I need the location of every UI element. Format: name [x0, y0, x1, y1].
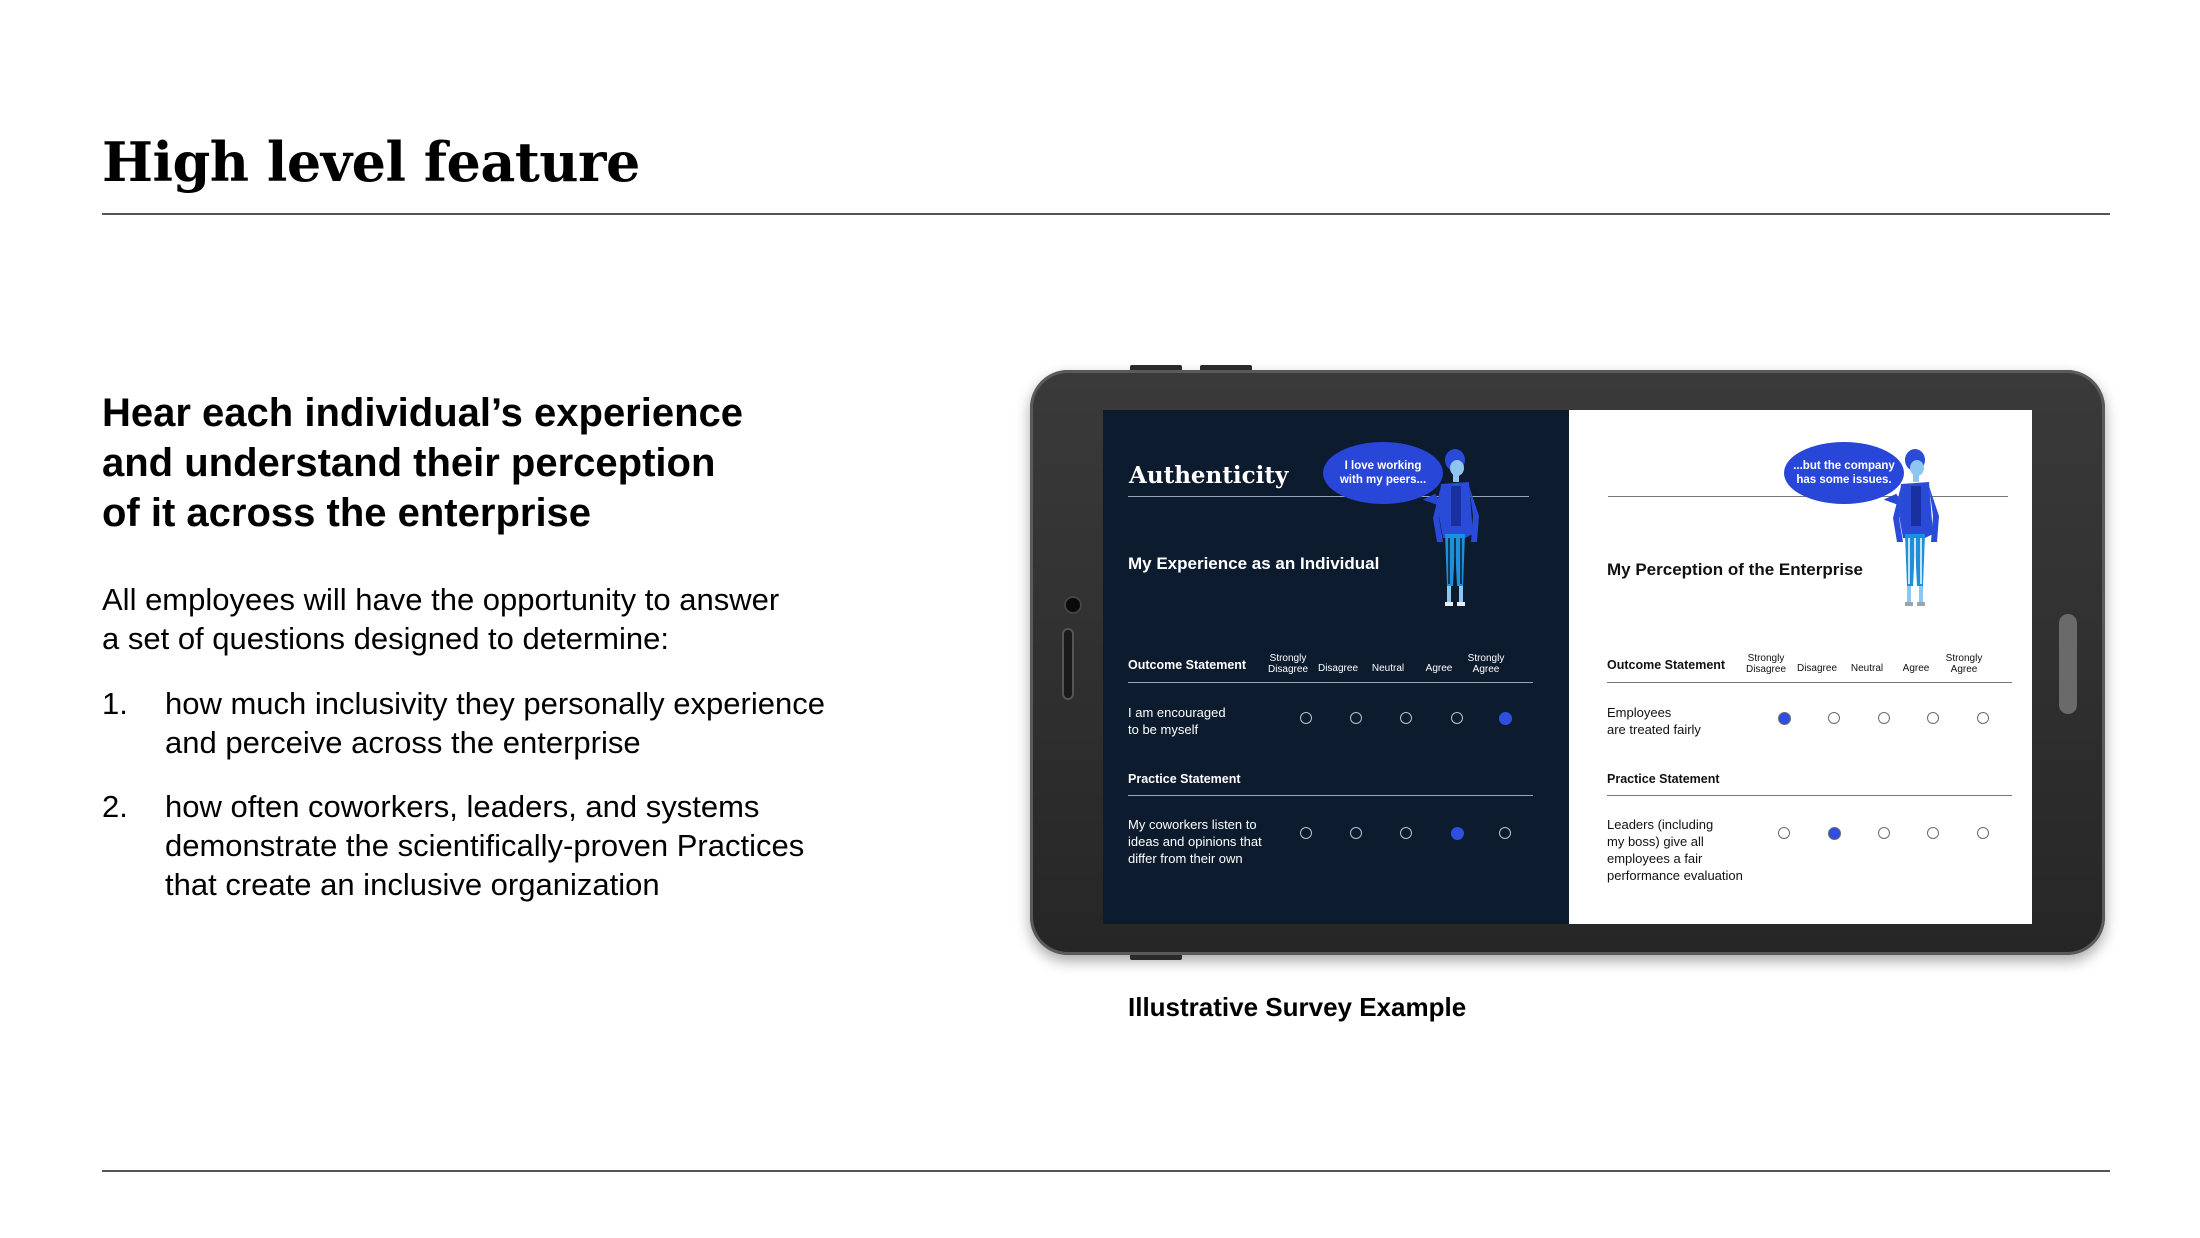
- divider: [1607, 682, 2012, 683]
- radio-option[interactable]: [1878, 712, 1890, 724]
- list-number: 2.: [102, 789, 128, 824]
- divider: [1128, 682, 1533, 683]
- radio-option[interactable]: [1350, 827, 1362, 839]
- statement-line: Employees: [1607, 705, 1672, 720]
- individual-experience-panel: [1103, 410, 1569, 924]
- scale-label-text: Neutral: [1850, 663, 1884, 674]
- scale-label-text: Strongly: [1467, 653, 1505, 664]
- scale-label-text: Disagree: [1796, 663, 1838, 674]
- list-line: and perceive across the enterprise: [165, 725, 641, 760]
- panel-title: Authenticity: [1129, 462, 1289, 489]
- list-line: how much inclusivity they personally experience: [165, 686, 825, 721]
- tablet-device: [1030, 370, 2105, 955]
- tablet-side-slot: [1064, 630, 1072, 698]
- headline: [102, 388, 902, 538]
- scale-label-text: Strongly: [1747, 653, 1785, 664]
- figure-caption: Illustrative Survey Example: [1128, 992, 1467, 1022]
- outcome-header: Outcome Statement: [1607, 658, 1726, 672]
- radio-option[interactable]: [1400, 712, 1412, 724]
- headline-line: and understand their perception: [102, 441, 716, 485]
- radio-option[interactable]: [1977, 712, 1989, 724]
- scale-label-text: Agree: [1902, 663, 1930, 674]
- radio-option[interactable]: [1300, 712, 1312, 724]
- bubble-line: with my peers...: [1339, 474, 1427, 486]
- statement-line: to be myself: [1128, 722, 1199, 737]
- radio-option[interactable]: [1451, 827, 1464, 840]
- tablet-home-button: [2059, 614, 2077, 714]
- outcome-statement: [1607, 704, 1701, 738]
- outcome-statement: [1128, 704, 1226, 738]
- list-item: [102, 684, 942, 762]
- practice-header: Practice Statement: [1607, 772, 1720, 786]
- scale-label-text: Strongly: [1269, 653, 1307, 664]
- list-item: [102, 787, 942, 904]
- person-illustration-icon: [1881, 446, 1947, 616]
- statement-line: are treated fairly: [1607, 722, 1701, 737]
- scale-label-text: Disagree: [1745, 664, 1787, 675]
- bubble-line: has some issues.: [1796, 474, 1892, 486]
- intro-line: All employees will have the opportunity to answer: [102, 582, 780, 617]
- tablet-button: [1130, 365, 1182, 370]
- scale-label-text: Disagree: [1317, 663, 1359, 674]
- headline-line: of it across the enterprise: [102, 491, 592, 535]
- goals-list: [102, 684, 942, 929]
- list-line: that create an inclusive organization: [165, 867, 660, 902]
- scale-label-text: Disagree: [1267, 664, 1309, 675]
- statement-line: ideas and opinions that: [1128, 834, 1262, 849]
- radio-option[interactable]: [1878, 827, 1890, 839]
- scale-label: [1456, 653, 1516, 675]
- intro-line: a set of questions designed to determine:: [102, 621, 669, 656]
- radio-option[interactable]: [1499, 712, 1512, 725]
- statement-line: employees a fair: [1607, 851, 1703, 866]
- bubble-line: I love working: [1344, 460, 1422, 472]
- scale-label-text: Neutral: [1371, 663, 1405, 674]
- statement-line: Leaders (including: [1607, 817, 1714, 832]
- statement-line: performance evaluation: [1607, 868, 1743, 883]
- radio-option[interactable]: [1927, 712, 1939, 724]
- survey-screen: [1103, 410, 2032, 924]
- radio-option[interactable]: [1350, 712, 1362, 724]
- intro-paragraph: [102, 580, 922, 658]
- radio-option[interactable]: [1828, 712, 1840, 724]
- radio-option[interactable]: [1778, 827, 1790, 839]
- list-line: demonstrate the scientifically-proven Practices: [165, 828, 805, 863]
- radio-option[interactable]: [1451, 712, 1463, 724]
- scale-label: [1934, 653, 1994, 675]
- statement-line: differ from their own: [1128, 851, 1243, 866]
- panel-subtitle: My Experience as an Individual: [1128, 554, 1380, 573]
- scale-label-text: Strongly: [1945, 653, 1983, 664]
- outcome-header: Outcome Statement: [1128, 658, 1247, 672]
- practice-statement: [1607, 816, 1743, 884]
- scale-label-text: Agree: [1472, 664, 1500, 675]
- divider: [1128, 795, 1533, 796]
- radio-option[interactable]: [1300, 827, 1312, 839]
- list-line: how often coworkers, leaders, and systems: [165, 789, 760, 824]
- footer-divider: [102, 1170, 2110, 1172]
- camera-icon: [1066, 598, 1080, 612]
- scale-label-text: Agree: [1425, 663, 1453, 674]
- enterprise-perception-panel: [1569, 410, 2032, 924]
- statement-line: My coworkers listen to: [1128, 817, 1257, 832]
- radio-option[interactable]: [1828, 827, 1841, 840]
- statement-line: my boss) give all: [1607, 834, 1704, 849]
- radio-option[interactable]: [1778, 712, 1791, 725]
- tablet-button: [1200, 365, 1252, 370]
- person-illustration-icon: [1421, 446, 1487, 616]
- scale-label-text: Agree: [1950, 664, 1978, 675]
- practice-header: Practice Statement: [1128, 772, 1241, 786]
- radio-option[interactable]: [1499, 827, 1511, 839]
- headline-line: Hear each individual’s experience: [102, 391, 744, 435]
- practice-statement: [1128, 816, 1262, 867]
- slide-title: High level feature: [102, 130, 640, 194]
- list-number: 1.: [102, 686, 128, 721]
- radio-option[interactable]: [1977, 827, 1989, 839]
- radio-option[interactable]: [1927, 827, 1939, 839]
- statement-line: I am encouraged: [1128, 705, 1226, 720]
- tablet-button: [1130, 955, 1182, 960]
- divider: [1607, 795, 2012, 796]
- title-divider: [102, 213, 2110, 215]
- panel-subtitle: My Perception of the Enterprise: [1607, 560, 1863, 579]
- bubble-line: ...but the company: [1793, 460, 1895, 472]
- radio-option[interactable]: [1400, 827, 1412, 839]
